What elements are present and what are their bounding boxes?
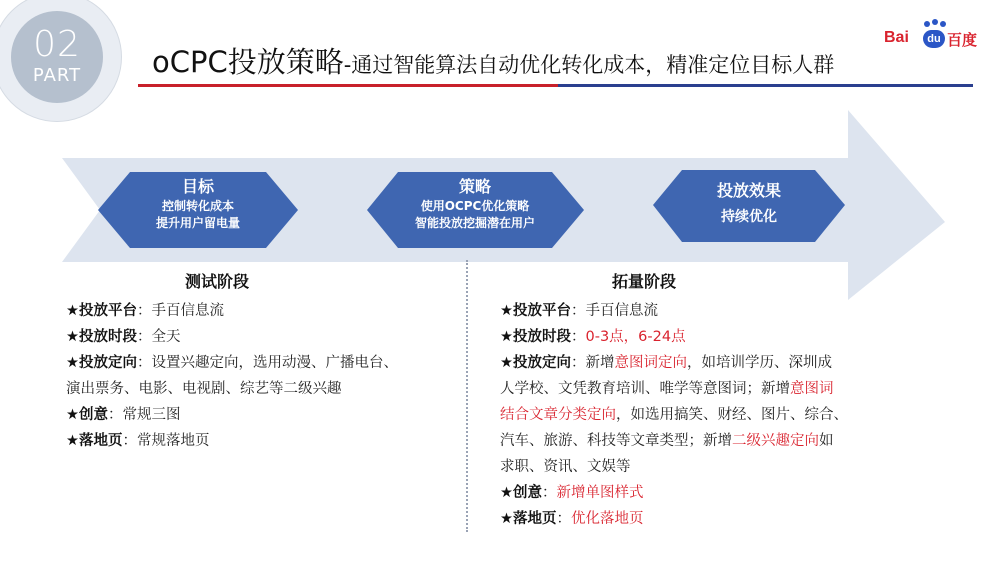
expand-stage-list [500, 298, 920, 532]
list-item [500, 506, 920, 532]
list-item [500, 480, 920, 506]
list-item [66, 298, 456, 324]
item-label: ★投放定向 [500, 355, 571, 371]
stage-strategy-line: 使用OCPC优化策略 [420, 199, 530, 213]
column-divider [466, 260, 468, 532]
test-stage-heading: 测试阶段 [185, 272, 250, 291]
list-item-continuation [500, 402, 920, 428]
item-sep: ： [571, 355, 586, 371]
logo-du: du [923, 30, 945, 48]
item-text: 手百信息流 [585, 303, 658, 319]
item-sep: ： [542, 485, 557, 501]
list-item [500, 350, 920, 376]
list-item [66, 324, 456, 350]
item-label: ★投放时段 [66, 329, 137, 345]
item-text: 常规三图 [122, 407, 181, 423]
item-sep: ： [137, 355, 152, 371]
item-text: ，如培训学历、深圳成 [687, 355, 832, 371]
item-text: 设置兴趣定向，选用动漫、广播电台、 [151, 355, 398, 371]
item-text: 手百信息流 [151, 303, 224, 319]
item-label: ★落地页 [66, 433, 123, 449]
list-item-continuation [500, 376, 920, 402]
item-label: ★投放平台 [66, 303, 137, 319]
logo-chinese: 百度 [947, 31, 978, 49]
item-sep: ： [122, 433, 137, 449]
item-sep: ： [571, 329, 586, 345]
stage-goal-line: 提升用户留电量 [155, 216, 240, 230]
list-item [66, 402, 456, 428]
item-label: ★创意 [500, 485, 542, 501]
expand-stage-heading: 拓量阶段 [612, 272, 677, 291]
item-text-highlight: 意图词定向 [614, 355, 687, 371]
item-text: 新增 [585, 355, 615, 371]
item-label: ★投放平台 [500, 303, 571, 319]
item-text: 人学校、文凭教育培训、唯学等意图词；新增 [500, 381, 790, 397]
test-stage-list [66, 298, 456, 454]
item-label: ★投放时段 [500, 329, 571, 345]
item-text-highlight: 优化落地页 [571, 511, 644, 527]
item-text: ，如选用搞笑、财经、图片、综合、 [616, 407, 848, 423]
page-title-subtitle: -通过智能算法自动优化转化成本，精准定位目标人群 [343, 53, 835, 77]
list-item-continuation: 演出票务、电影、电视剧、综艺等二级兴趣 [66, 381, 342, 397]
list-item [500, 324, 920, 350]
logo-bai: Bai [884, 29, 909, 46]
list-item [66, 428, 456, 454]
item-text-highlight: 新增单图样式 [556, 485, 644, 501]
stage-strategy [385, 176, 565, 232]
part-number: 02 [33, 24, 81, 65]
stage-strategy-line: 智能投放挖掘潜在用户 [414, 216, 535, 230]
page-title-main: oCPC投放策略 [152, 45, 344, 79]
item-sep: ： [137, 303, 152, 319]
item-sep: ： [137, 329, 152, 345]
part-label: PART [32, 65, 82, 86]
list-item [500, 298, 920, 324]
stage-goal-title: 目标 [181, 177, 214, 196]
stage-result-title: 投放效果 [716, 181, 781, 200]
stage-goal [118, 176, 278, 232]
item-text: 如 [819, 433, 834, 449]
list-item-continuation [500, 428, 920, 454]
item-sep: ： [556, 511, 571, 527]
item-sep: ： [571, 303, 586, 319]
stage-strategy-title: 策略 [458, 177, 491, 196]
item-label: ★创意 [66, 407, 108, 423]
item-text-highlight: 结合文章分类定向 [500, 407, 616, 423]
item-sep: ： [108, 407, 123, 423]
item-text-highlight: 0-3点，6-24点 [585, 329, 686, 345]
item-label: ★投放定向 [66, 355, 137, 371]
stage-goal-line: 控制转化成本 [161, 199, 234, 213]
list-item [66, 350, 456, 376]
stage-result-line: 持续优化 [721, 209, 777, 225]
stage-result [672, 180, 826, 228]
item-text-highlight: 二级兴趣定向 [732, 433, 819, 449]
item-text: 全天 [151, 329, 181, 345]
item-text-highlight: 意图词 [790, 381, 834, 397]
item-text: 汽车、旅游、科技等文章类型；新增 [500, 433, 732, 449]
list-item-continuation: 求职、资讯、文娱等 [500, 459, 631, 475]
item-text: 常规落地页 [137, 433, 210, 449]
item-label: ★落地页 [500, 511, 557, 527]
